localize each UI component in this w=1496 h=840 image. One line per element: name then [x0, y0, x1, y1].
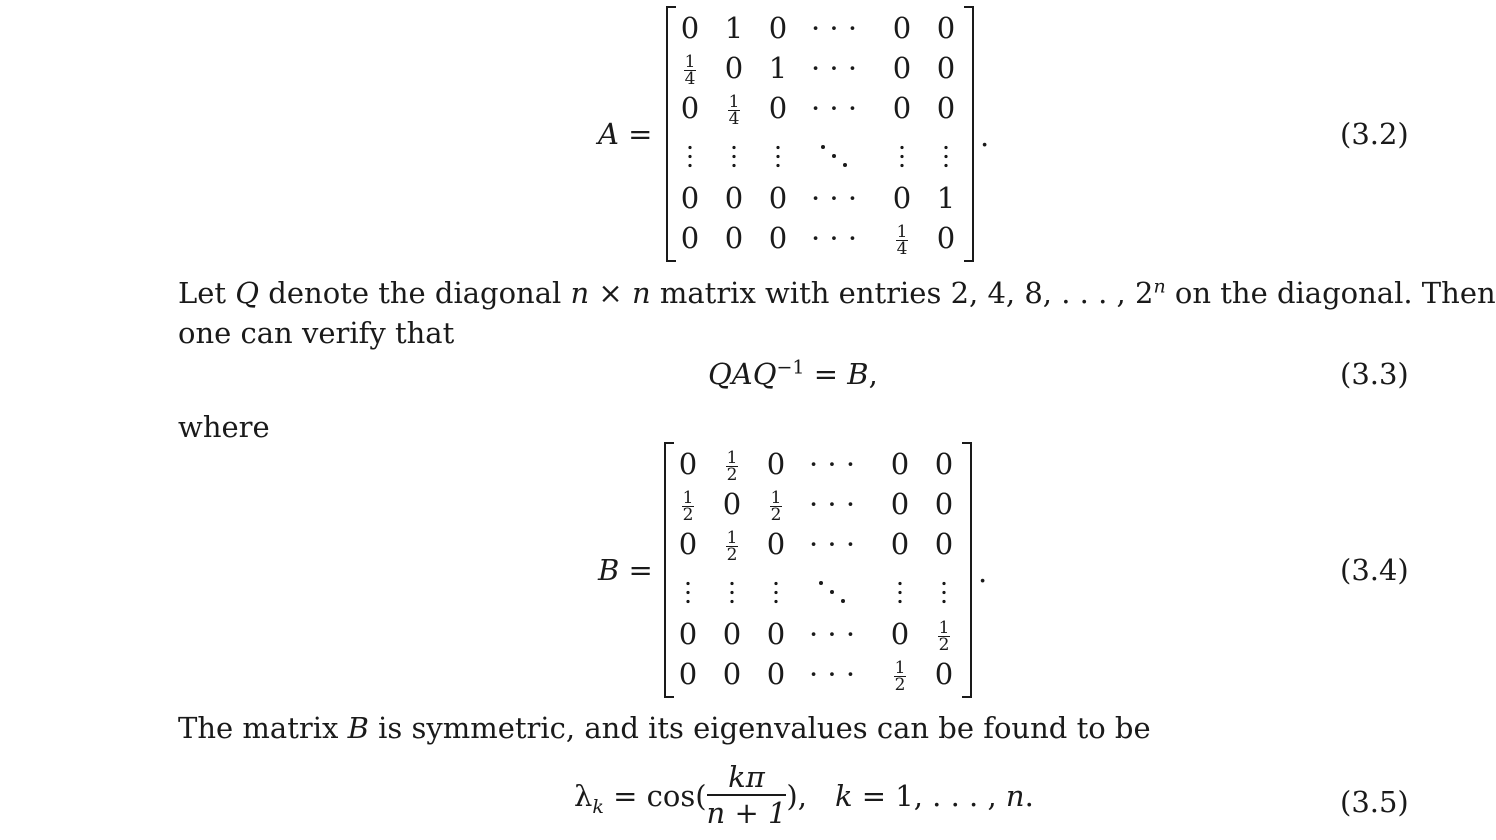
- matrix-cell: 0: [892, 11, 912, 45]
- fraction: $\frac{1}{2}$: [682, 487, 694, 525]
- vdots-glyph: [898, 579, 902, 605]
- eq33-number: (3.3): [1340, 357, 1409, 391]
- ddots-glyph: [817, 579, 847, 605]
- where-text: where: [178, 410, 270, 444]
- matrix-cell: [668, 48, 712, 88]
- matrix-cell: 0: [892, 51, 912, 85]
- matrix-cell: [710, 570, 754, 610]
- matrix-cell: 0: [722, 617, 742, 651]
- matrix-cell: [922, 614, 966, 654]
- eq34-period: .: [978, 555, 988, 589]
- fraction: $\frac{1}{2}$: [770, 487, 782, 525]
- matrix-cell: 0: [936, 11, 956, 45]
- matrix-cell: [878, 570, 922, 610]
- matrix-cell: 1: [936, 181, 956, 215]
- matrix-cell: 0: [766, 447, 786, 481]
- matrix-cell: [666, 570, 710, 610]
- vdots-glyph: [688, 143, 692, 169]
- cdots-glyph: · · ·: [810, 91, 858, 125]
- matrix-cell: 0: [892, 91, 912, 125]
- matrix-cell: 0: [936, 91, 956, 125]
- matrix-cell: 0: [890, 527, 910, 561]
- eq32-lhs: A =: [598, 117, 653, 151]
- matrix-cell: 0: [678, 527, 698, 561]
- matrix-cell: [712, 134, 756, 174]
- matrix-cell: 0: [934, 657, 954, 691]
- eq32-period: .: [980, 119, 990, 153]
- matrix-cell: 0: [678, 657, 698, 691]
- matrix-cell: 0: [890, 617, 910, 651]
- matrix-cell: 0: [892, 181, 912, 215]
- cdots-glyph: · · ·: [810, 51, 858, 85]
- eq35-body: $\lambda_k = \cos$( $\frac{k\pi}{n + 1}$ ), k = 1, . . . , n.: [574, 760, 1034, 830]
- matrix-cell: [754, 484, 798, 524]
- vdots-glyph: [944, 143, 948, 169]
- matrix-cell: 0: [766, 617, 786, 651]
- matrix-cell: [756, 134, 800, 174]
- matrix-cell: 0: [680, 11, 700, 45]
- eq35-fraction: $\frac{k\pi}{n + 1}$: [706, 760, 787, 830]
- matrix-cell: 0: [678, 617, 698, 651]
- eq34-number: (3.4): [1340, 553, 1409, 587]
- matrix-cell: 0: [766, 657, 786, 691]
- matrix-cell: [880, 218, 924, 258]
- matrix-cell: 0: [934, 447, 954, 481]
- cdots-glyph: · · ·: [810, 221, 858, 255]
- matrix-cell: [710, 444, 754, 484]
- fraction: $\frac{1}{2}$: [726, 447, 738, 485]
- matrix-cell: [666, 484, 710, 524]
- matrix-cell: 0: [680, 181, 700, 215]
- matrix-cell: [922, 570, 966, 610]
- fraction: $\frac{1}{4}$: [896, 221, 908, 259]
- matrix-cell: [924, 134, 968, 174]
- matrix-cell: 0: [680, 221, 700, 255]
- eq34-lhs: B =: [598, 553, 653, 587]
- cdots-glyph: · · ·: [808, 487, 856, 521]
- matrix-cell: 0: [722, 657, 742, 691]
- matrix-cell: 1: [768, 51, 788, 85]
- fraction: $\frac{1}{4}$: [728, 91, 740, 129]
- fraction: $\frac{1}{2}$: [938, 617, 950, 655]
- matrix-cell: 0: [766, 527, 786, 561]
- matrix-cell: [668, 134, 712, 174]
- cdots-glyph: · · ·: [808, 657, 856, 691]
- eq33-body: $QAQ^{-1} = B$,: [708, 356, 878, 391]
- matrix-cell: [802, 570, 862, 610]
- eq35-number: (3.5): [1340, 785, 1409, 819]
- fraction: $\frac{1}{2}$: [894, 657, 906, 695]
- matrix-cell: [710, 524, 754, 564]
- matrix-a: [666, 6, 974, 262]
- vdots-glyph: [730, 579, 734, 605]
- cdots-glyph: · · ·: [808, 447, 856, 481]
- matrix-cell: 0: [768, 221, 788, 255]
- matrix-cell: 0: [724, 181, 744, 215]
- matrix-cell: 0: [680, 91, 700, 125]
- eq32-number: (3.2): [1340, 117, 1409, 151]
- matrix-cell: 0: [768, 181, 788, 215]
- fraction: $\frac{1}{4}$: [684, 51, 696, 89]
- vdots-glyph: [732, 143, 736, 169]
- matrix-cell: 0: [890, 487, 910, 521]
- matrix-cell: 0: [934, 527, 954, 561]
- vdots-glyph: [776, 143, 780, 169]
- matrix-cell: 0: [724, 221, 744, 255]
- matrix-cell: 1: [724, 11, 744, 45]
- paragraph1-line1: Let Q denote the diagonal n × n matrix with entries 2, 4, 8, . . . , 2$^n$ on the diagonal. Then: [178, 275, 1496, 310]
- vdots-glyph: [942, 579, 946, 605]
- matrix-cell: 0: [768, 91, 788, 125]
- matrix-cell: 0: [890, 447, 910, 481]
- matrix-cell: [878, 654, 922, 694]
- matrix-cell: 0: [724, 51, 744, 85]
- vdots-glyph: [686, 579, 690, 605]
- ddots-glyph: [819, 143, 849, 169]
- cdots-glyph: · · ·: [808, 617, 856, 651]
- paragraph2: The matrix B is symmetric, and its eigenvalues can be found to be: [178, 711, 1151, 745]
- matrix-cell: 0: [936, 221, 956, 255]
- fraction: $\frac{1}{2}$: [726, 527, 738, 565]
- matrix-cell: [804, 134, 864, 174]
- matrix-cell: [880, 134, 924, 174]
- clipped-previous-line: [178, 0, 187, 10]
- matrix-b: [664, 442, 972, 698]
- cdots-glyph: · · ·: [808, 527, 856, 561]
- matrix-cell: [754, 570, 798, 610]
- matrix-cell: 0: [722, 487, 742, 521]
- matrix-cell: 0: [934, 487, 954, 521]
- matrix-cell: 0: [768, 11, 788, 45]
- cdots-glyph: · · ·: [810, 11, 858, 45]
- matrix-cell: 0: [678, 447, 698, 481]
- paragraph1-line2: one can verify that: [178, 316, 455, 350]
- matrix-cell: 0: [936, 51, 956, 85]
- vdots-glyph: [900, 143, 904, 169]
- matrix-cell: [712, 88, 756, 128]
- cdots-glyph: · · ·: [810, 181, 858, 215]
- vdots-glyph: [774, 579, 778, 605]
